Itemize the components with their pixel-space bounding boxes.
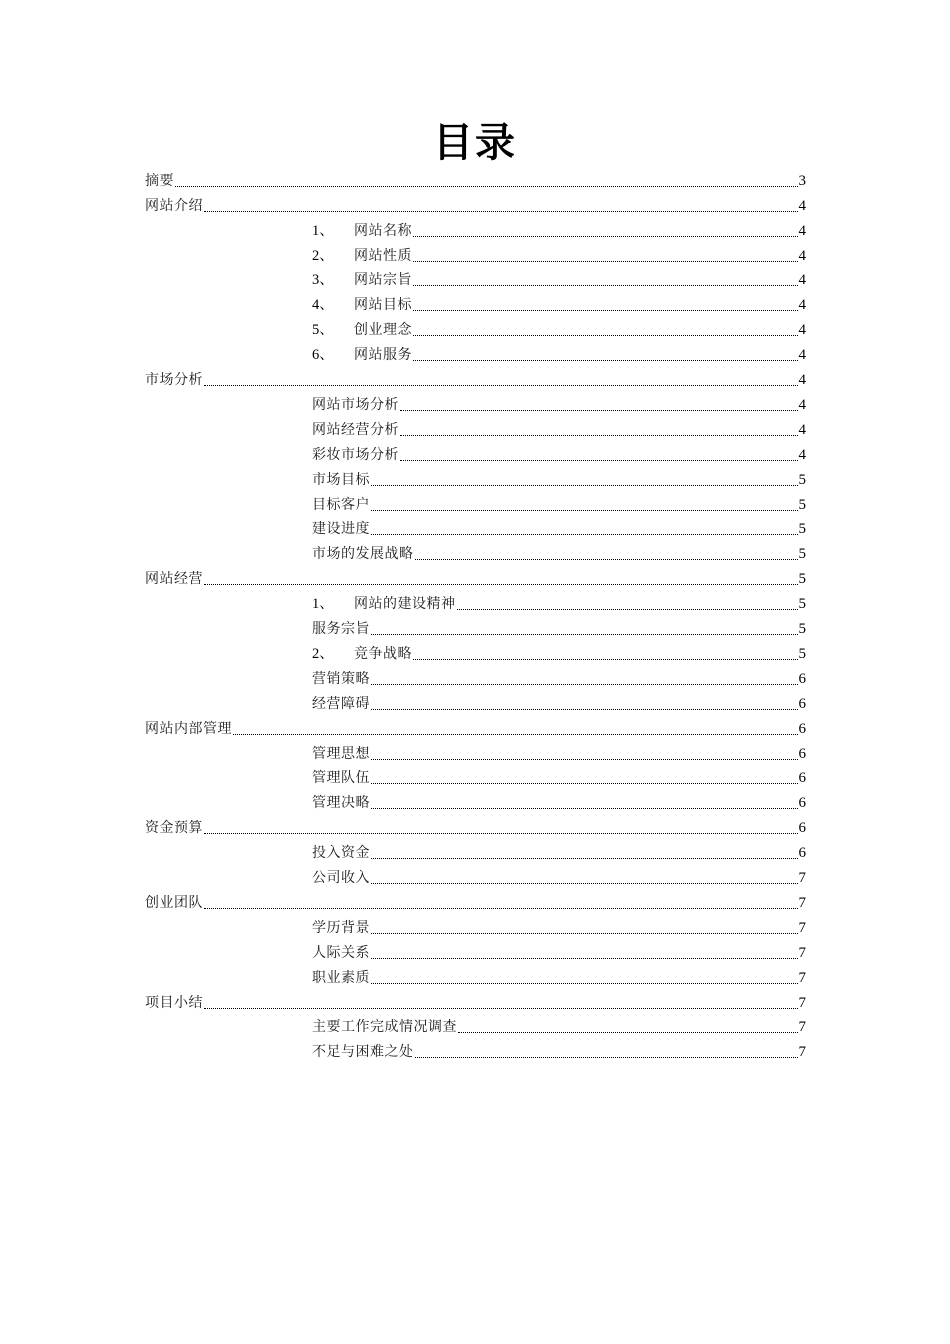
toc-entry-text: 经营障碍 xyxy=(312,695,370,712)
toc-entry-number: 5、 xyxy=(312,322,334,339)
dot-leader xyxy=(204,583,798,585)
toc-entry-text: 服务宗旨 xyxy=(312,621,370,638)
toc-entry-level-2[interactable] xyxy=(312,963,806,988)
dot-leader xyxy=(457,608,798,610)
dot-leader xyxy=(371,533,798,535)
toc-entry-text: 管理队伍 xyxy=(312,770,370,787)
toc-entry-page-number: 4 xyxy=(798,247,806,264)
toc-entry-level-2[interactable] xyxy=(312,515,806,540)
toc-entry-text: 网站内部管理 xyxy=(145,720,232,737)
toc-entry-page-number: 7 xyxy=(798,919,806,936)
toc-entry-level-1[interactable] xyxy=(145,714,806,739)
dot-leader xyxy=(371,982,798,984)
toc-entry-text: 主要工作完成情况调查 xyxy=(312,1019,457,1036)
toc-entry-page-number: 7 xyxy=(798,894,806,911)
toc-entry-level-2[interactable] xyxy=(312,764,806,789)
toc-entry-level-1[interactable] xyxy=(145,988,806,1013)
toc-entry-page-number: 6 xyxy=(798,670,806,687)
toc-entry-text: 项目小结 xyxy=(145,994,203,1011)
toc-entry-page-number: 7 xyxy=(798,994,806,1011)
toc-entry-page-number: 5 xyxy=(798,471,806,488)
toc-entry-text: 管理思想 xyxy=(312,745,370,762)
toc-entry-page-number: 4 xyxy=(798,272,806,289)
toc-entry-level-1[interactable] xyxy=(145,813,806,838)
toc-entry-level-2[interactable] xyxy=(312,789,806,814)
toc-entry-level-2[interactable] xyxy=(312,1013,806,1038)
toc-entry-page-number: 4 xyxy=(798,197,806,214)
dot-leader xyxy=(371,683,798,685)
toc-entry-level-2[interactable] xyxy=(312,315,806,340)
toc-entry-page-number: 6 xyxy=(798,820,806,837)
toc-entry-text: 网站服务 xyxy=(354,347,412,364)
dot-leader xyxy=(400,459,798,461)
dot-leader xyxy=(371,708,798,710)
toc-entry-text: 投入资金 xyxy=(312,845,370,862)
toc-entry-page-number: 4 xyxy=(798,322,806,339)
toc-entry-page-number: 4 xyxy=(798,297,806,314)
toc-entry-page-number: 5 xyxy=(798,521,806,538)
dot-leader xyxy=(204,384,798,386)
toc-entry-text: 市场分析 xyxy=(145,372,203,389)
toc-entry-page-number: 5 xyxy=(798,621,806,638)
toc-entry-text: 网站的建设精神 xyxy=(354,596,456,613)
toc-entry-text: 网站宗旨 xyxy=(354,272,412,289)
toc-entry-text: 网站目标 xyxy=(354,297,412,314)
dot-leader xyxy=(413,260,798,262)
toc-entry-page-number: 6 xyxy=(798,695,806,712)
toc-entry-page-number: 7 xyxy=(798,1044,806,1061)
toc-entry-text: 网站性质 xyxy=(354,247,412,264)
toc-entry-number: 1、 xyxy=(312,222,334,239)
dot-leader xyxy=(371,932,798,934)
toc-entry-level-2[interactable] xyxy=(312,291,806,316)
dot-leader xyxy=(204,832,798,834)
dot-leader xyxy=(413,235,798,237)
dot-leader xyxy=(371,857,798,859)
toc-entry-text: 市场目标 xyxy=(312,471,370,488)
toc-entry-text: 不足与困难之处 xyxy=(312,1044,414,1061)
dot-leader xyxy=(413,658,798,660)
toc-entry-page-number: 7 xyxy=(798,870,806,887)
toc-entry-level-1[interactable] xyxy=(145,166,806,191)
dot-leader xyxy=(204,210,798,212)
toc-entry-page-number: 5 xyxy=(798,546,806,563)
toc-entry-page-number: 7 xyxy=(798,1019,806,1036)
dot-leader xyxy=(413,284,798,286)
toc-entry-text: 网站名称 xyxy=(354,222,412,239)
toc-entry-level-2[interactable] xyxy=(312,490,806,515)
toc-entry-page-number: 6 xyxy=(798,720,806,737)
toc-entry-level-2[interactable] xyxy=(312,1038,806,1063)
toc-entry-level-2[interactable] xyxy=(312,739,806,764)
toc-entry-level-2[interactable] xyxy=(312,241,806,266)
toc-entry-page-number: 5 xyxy=(798,645,806,662)
dot-leader xyxy=(415,1056,798,1058)
toc-entry-level-2[interactable] xyxy=(312,689,806,714)
dot-leader xyxy=(413,334,798,336)
toc-entry-text: 职业素质 xyxy=(312,969,370,986)
toc-entry-page-number: 6 xyxy=(798,745,806,762)
toc-entry-level-2[interactable] xyxy=(312,664,806,689)
dot-leader xyxy=(371,484,798,486)
dot-leader xyxy=(413,359,798,361)
dot-leader xyxy=(458,1031,798,1033)
toc-entry-number: 6、 xyxy=(312,347,334,364)
toc-entry-text: 人际关系 xyxy=(312,944,370,961)
toc-entry-page-number: 6 xyxy=(798,845,806,862)
dot-leader xyxy=(233,733,798,735)
toc-entry-level-2[interactable] xyxy=(312,415,806,440)
toc-entry-level-2[interactable] xyxy=(312,639,806,664)
toc-entry-text: 营销策略 xyxy=(312,670,370,687)
toc-entry-level-1[interactable] xyxy=(145,564,806,589)
toc-entry-text: 公司收入 xyxy=(312,870,370,887)
toc-entry-number: 4、 xyxy=(312,297,334,314)
toc-entry-level-1[interactable] xyxy=(145,191,806,216)
toc-entry-page-number: 4 xyxy=(798,446,806,463)
toc-entry-text: 网站经营 xyxy=(145,571,203,588)
dot-leader xyxy=(371,807,798,809)
toc-entry-level-2[interactable] xyxy=(312,540,806,565)
toc-entry-text: 建设进度 xyxy=(312,521,370,538)
toc-entry-level-2[interactable] xyxy=(312,390,806,415)
toc-entry-level-2[interactable] xyxy=(312,589,806,614)
toc-title: 目录 xyxy=(433,120,517,166)
toc-entry-text: 彩妆市场分析 xyxy=(312,446,399,463)
toc-entry-text: 市场的发展战略 xyxy=(312,546,414,563)
dot-leader xyxy=(204,1007,798,1009)
toc-entry-text: 竞争战略 xyxy=(354,645,412,662)
toc-entry-level-2[interactable] xyxy=(312,614,806,639)
toc-entry-level-2[interactable] xyxy=(312,838,806,863)
dot-leader xyxy=(371,758,798,760)
toc-entry-text: 学历背景 xyxy=(312,919,370,936)
toc-entry-page-number: 4 xyxy=(798,396,806,413)
dot-leader xyxy=(371,633,798,635)
toc-entry-text: 网站介绍 xyxy=(145,197,203,214)
toc-entry-text: 管理决略 xyxy=(312,795,370,812)
toc-entry-level-2[interactable] xyxy=(312,863,806,888)
toc-entry-page-number: 4 xyxy=(798,372,806,389)
toc-entry-number: 2、 xyxy=(312,247,334,264)
toc-entry-level-1[interactable] xyxy=(145,365,806,390)
toc-entry-text: 网站经营分析 xyxy=(312,421,399,438)
toc-entry-number: 2、 xyxy=(312,645,334,662)
toc-entry-number: 3、 xyxy=(312,272,334,289)
toc-entry-text: 网站市场分析 xyxy=(312,396,399,413)
toc-entry-page-number: 5 xyxy=(798,496,806,513)
toc-entry-level-2[interactable] xyxy=(312,266,806,291)
toc-entry-level-2[interactable] xyxy=(312,216,806,241)
dot-leader xyxy=(371,782,798,784)
toc-entry-text: 摘要 xyxy=(145,172,174,189)
toc-entry-page-number: 4 xyxy=(798,421,806,438)
dot-leader xyxy=(400,409,798,411)
dot-leader xyxy=(400,434,798,436)
toc-entry-page-number: 4 xyxy=(798,222,806,239)
dot-leader xyxy=(371,882,798,884)
toc-entry-page-number: 7 xyxy=(798,969,806,986)
toc-entry-page-number: 3 xyxy=(798,172,806,189)
dot-leader xyxy=(413,309,798,311)
dot-leader xyxy=(371,509,798,511)
toc-entry-level-1[interactable] xyxy=(145,888,806,913)
toc-entry-page-number: 5 xyxy=(798,571,806,588)
dot-leader xyxy=(175,185,798,187)
toc-entry-page-number: 4 xyxy=(798,347,806,364)
toc-entry-text: 目标客户 xyxy=(312,496,370,513)
toc-entry-level-2[interactable] xyxy=(312,440,806,465)
dot-leader xyxy=(415,558,798,560)
toc-entry-page-number: 6 xyxy=(798,795,806,812)
dot-leader xyxy=(204,907,798,909)
toc-entry-level-2[interactable] xyxy=(312,465,806,490)
toc-entry-text: 资金预算 xyxy=(145,820,203,837)
toc-entry-page-number: 6 xyxy=(798,770,806,787)
toc-entry-page-number: 5 xyxy=(798,596,806,613)
toc-entry-text: 创业理念 xyxy=(354,322,412,339)
toc-entry-level-2[interactable] xyxy=(312,913,806,938)
toc-entry-number: 1、 xyxy=(312,596,334,613)
toc-entry-text: 创业团队 xyxy=(145,894,203,911)
toc-entry-level-2[interactable] xyxy=(312,938,806,963)
toc-entry-page-number: 7 xyxy=(798,944,806,961)
toc-entry-level-2[interactable] xyxy=(312,340,806,365)
dot-leader xyxy=(371,957,798,959)
